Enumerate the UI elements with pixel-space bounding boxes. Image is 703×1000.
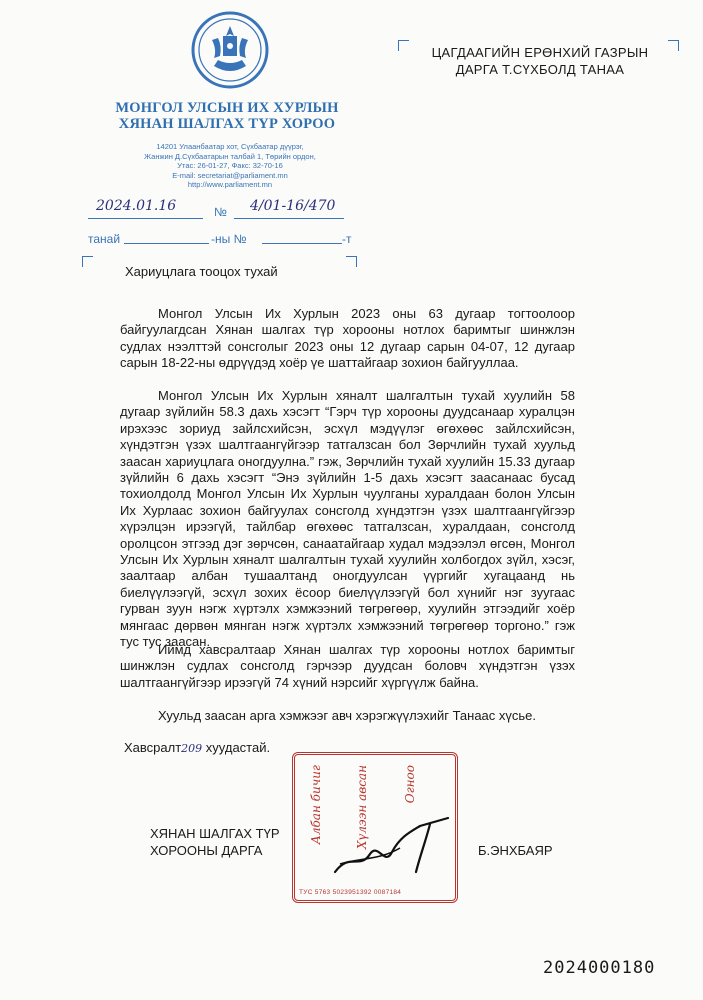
attachment-prefix: Хавсралт	[124, 740, 182, 755]
number-symbol: №	[214, 205, 227, 219]
signatory-title-line1: ХЯНАН ШАЛГАХ ТҮР	[150, 826, 280, 841]
handwritten-date: 2024.01.16	[96, 198, 177, 214]
reply-number-line	[262, 243, 342, 244]
reply-date-line	[124, 243, 209, 244]
body-paragraph-3	[120, 642, 575, 691]
address-line3: Утас: 26-01-27, Факс: 32-70-16	[177, 161, 283, 171]
signatory-title	[150, 826, 280, 859]
stamp-col2: Хүлээн авсан	[355, 765, 369, 850]
reply-suffix: -т	[342, 232, 352, 246]
org-name-line2: ХЯНАН ШАЛГАХ ТҮР ХОРОО	[118, 116, 336, 132]
addressee	[405, 44, 675, 78]
attachment-line	[124, 740, 270, 755]
signatory-name: Б.ЭНХБАЯР	[478, 843, 553, 858]
address-line4: E-mail: secretariat@parliament.mn	[172, 170, 288, 180]
body-paragraph-1	[120, 306, 575, 372]
addressee-line1: ЦАГДААГИЙН ЕРӨНХИЙ ГАЗРЫН	[431, 45, 649, 60]
subject-line: Хариуцлага тооцох тухай	[125, 264, 278, 279]
address-line5: http://www.parliament.mn	[187, 180, 273, 190]
attachment-count: 209	[181, 742, 203, 755]
organization-contact	[130, 142, 330, 190]
reply-mid: -ны №	[211, 232, 247, 246]
organization-name	[82, 100, 372, 132]
address-line2: Жанжин Д.Сүхбаатарын талбай 1, Төрийн ордон,	[144, 151, 316, 161]
handwritten-signature	[330, 812, 460, 882]
handwritten-number: 4/01-16/470	[250, 198, 336, 214]
stamp-col3: Огноо	[403, 765, 417, 804]
subject-bracket-left	[82, 256, 93, 267]
body-paragraph-2	[120, 388, 575, 651]
state-emblem-icon	[190, 10, 270, 90]
paragraph-4-text: Хуульд заасан арга хэмжээг авч хэрэгжүүлэхийг Танаас хүсье.	[158, 708, 537, 723]
stamp-bottom-text: ТУС 5763 5023951392 0087184	[299, 889, 402, 896]
stamp-col1: Албан бичиг	[309, 765, 323, 845]
paragraph-2-text: Монгол Улсын Их Хурлын хяналт шалгалтын тухай хуулийн 58 дугаар зүйлийн 58.3 дахь хэсэгт “Гэрч түр хорооны дуудсанаар хуралцэн ирэхээс зориуд зайлсхийсэн, эсхүл мэдүүлэг өгөхөөс зайлсхийсэн, хүндэтгэн үзэх шалтгаангүйгээр татгалзсан бол Зөрчлийн тухай хуульд заасан хариуцлага оногдуулна.” гэж, Зөрчлийн тухай хуулийн 15.33 дугаар зүйлийн 6 дахь хэсэгт “Энэ зүйлийн 1-5 дахь хэсэгт заасанаас бусад тохиолдолд Монгол Улсын Их Хурлын чуулганы хуралдаан болон Улсын Их Хурлаас зохион байгуулах сонсголд хүндэтгэн үзэх шалтгаангүйгээр хүрэлцэн ирээгүй, тайлбар өгөхөөс татгалзсан, хуралдаан, сонсголд оролцсон этгээд дэг зөрчсөн, санаатайгаар худал мэдээлэл өгсөн, Монгол Улсын Их Хурлын хяналт шалгалтын тухай хуулийн холбогдох зүйл, хэсэг, заалтаар албан тушаалтанд оногдуулсан үүргийг хугацаанд нь биелүүлээгүй, эсхүл зохих ёсоор биелүүлээгүй бол хүнийг нэг зуугаас гурван зуун нэгж хүртэлх хэмжээний төгрөгөөр, хуулийн этгээдийг хоёр мянгаас дөрвөн мянган нэгж хүртэлх хэмжээний төгрөгөөр торгоно.” гэж тус тус заасан.	[120, 388, 575, 650]
registration-number: 2024000180	[543, 958, 656, 978]
attachment-suffix: хуудастай.	[205, 740, 271, 755]
reply-prefix: танай	[88, 232, 121, 246]
paragraph-1-text: Монгол Улсын Их Хурлын 2023 оны 63 дугаар тогтоолоор байгуулагдсан Хянан шалгах түр хорооны нотлох баримтыг шинжлэн судлах нээлттэй сонсголыг 2023 оны 12 дугаар сарын 04-07, 12 дугаар сарын 18-22-ны өдрүүдэд хоёр үе шаттайгаар зохион байгууллаа.	[120, 306, 575, 371]
paragraph-3-text: Иймд хавсралтаар Хянан шалгах түр хорооны нотлох баримтыг шинжлэн судлах сонсголд гэрчээр дуудсан боловч хүндэтгэн үзэх шалтгаангүйгээр ирээгүй 74 хүний нэрсийг хүргүүлж байна.	[120, 642, 575, 690]
subject-bracket-right	[346, 256, 357, 267]
org-name-line1: МОНГОЛ УЛСЫН ИХ ХУРЛЫН	[115, 100, 339, 116]
signatory-title-line2: ХОРООНЫ ДАРГА	[150, 842, 263, 858]
addressee-line2: ДАРГА Т.СҮХБОЛД ТАНАА	[455, 62, 625, 77]
address-line1: 14201 Улаанбаатар хот, Сүхбаатар дүүрэг,	[156, 142, 304, 151]
body-paragraph-4	[120, 708, 575, 724]
